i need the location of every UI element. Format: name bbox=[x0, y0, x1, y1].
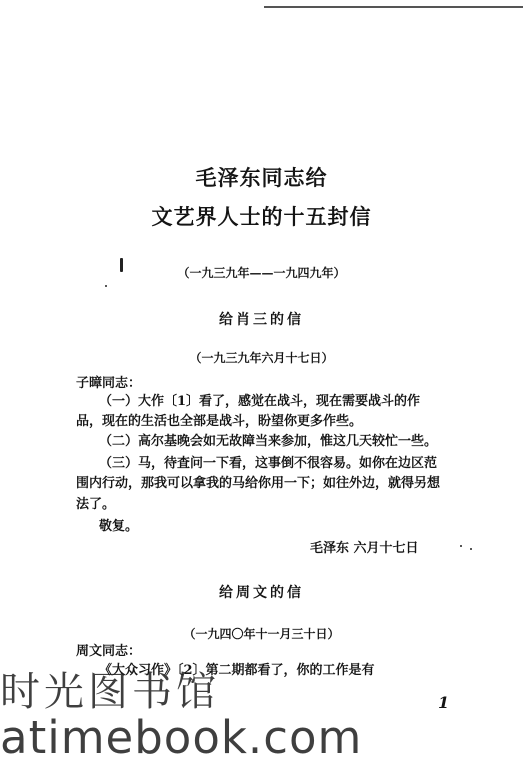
letter-1-line-6: 法了。 bbox=[76, 497, 116, 512]
letter-1-line-1: （一）大作〔1〕看了，感觉在战斗，现在需要战斗的作 bbox=[99, 394, 421, 409]
scan-speck bbox=[120, 258, 123, 272]
letter-2-date: （一九四〇年十一月三十日） bbox=[183, 627, 340, 641]
letter-1-line-2: 品，现在的生活也全部是战斗，盼望你更多作些。 bbox=[76, 414, 363, 429]
scan-speck bbox=[470, 548, 472, 550]
letter-1-salutation: 子暲同志： bbox=[76, 376, 142, 391]
letter-2-line-1: 《大众习作》〔2〕第二期都看了，你的工作是有 bbox=[99, 663, 375, 678]
watermark-chinese: 时光图书馆 bbox=[0, 669, 220, 715]
collection-date-range: （一九三九年——一九四九年） bbox=[177, 266, 346, 280]
letter-1-heading: 给肖三的信 bbox=[219, 312, 304, 328]
letter-1-line-5: 围内行动，那我可以拿我的马给你用一下；如往外边，就得另想 bbox=[76, 476, 441, 491]
scan-speck bbox=[460, 545, 462, 547]
letter-2-heading: 给周文的信 bbox=[219, 585, 304, 601]
watermark-url: atimebook.com bbox=[0, 711, 363, 764]
document-title-line-1: 毛泽东同志给 bbox=[195, 166, 328, 190]
letter-2-salutation: 周文同志： bbox=[76, 644, 142, 659]
letter-1-date: （一九三九年六月十七日） bbox=[189, 351, 334, 365]
page-number: 1 bbox=[438, 693, 450, 712]
scan-speck bbox=[105, 285, 107, 287]
letter-1-signature: 毛泽东 六月十七日 bbox=[310, 541, 419, 556]
letter-1-line-3: （二）高尔基晚会如无故障当来参加，惟这几天较忙一些。 bbox=[99, 434, 438, 449]
letter-1-line-4: （三）马，待査问一下看，这事倒不很容易。如你在边区范 bbox=[99, 456, 438, 471]
letter-1-closing: 敬复。 bbox=[99, 519, 139, 534]
document-title-line-2: 文艺界人士的十五封信 bbox=[151, 205, 372, 229]
scan-edge-line bbox=[264, 6, 523, 8]
